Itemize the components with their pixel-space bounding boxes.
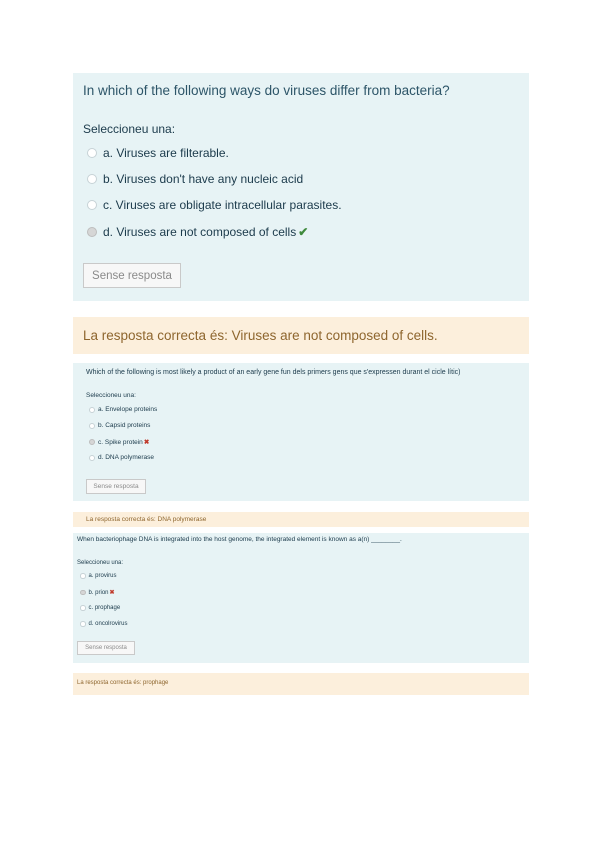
option-label: b. Viruses don't have any nucleic acid — [103, 172, 304, 186]
feedback-box-3 — [73, 673, 529, 695]
option-label: d. oncolrovirus — [88, 621, 128, 627]
option-d[interactable] — [80, 621, 128, 627]
option-label: c. Spike protein — [98, 438, 143, 446]
radio-button-selected[interactable] — [80, 590, 86, 596]
option-b[interactable] — [89, 422, 150, 429]
correct-answer-text: La resposta correcta és: DNA polymerase — [86, 516, 207, 523]
no-answer-button[interactable]: Sense resposta — [83, 263, 181, 288]
no-answer-button[interactable]: Sense resposta — [77, 641, 135, 655]
cross-icon: ✖ — [109, 590, 115, 596]
option-label: c. Viruses are obligate intracellular parasites. — [103, 198, 342, 212]
radio-button[interactable] — [80, 605, 86, 611]
option-a[interactable] — [89, 406, 157, 413]
radio-button[interactable] — [80, 573, 86, 579]
option-label: b. prion — [88, 589, 109, 596]
radio-button[interactable] — [87, 148, 97, 158]
option-label: b. Capsid proteins — [98, 422, 151, 429]
radio-button[interactable] — [89, 455, 95, 461]
radio-button[interactable] — [80, 621, 86, 627]
radio-button[interactable] — [89, 407, 95, 413]
question-card-3 — [73, 533, 529, 663]
feedback-box-2 — [73, 512, 529, 527]
option-label: d. DNA polymerase — [98, 454, 154, 461]
option-label: a. provirus — [88, 573, 117, 579]
question-text: When bacteriophage DNA is integrated into the host genome, the integrated element is known as a(n) ________. — [77, 536, 402, 543]
radio-button[interactable] — [87, 174, 97, 184]
correct-answer-text: La resposta correcta és: prophage — [77, 680, 169, 686]
option-label: a. Viruses are filterable. — [103, 146, 229, 160]
option-b[interactable] — [80, 589, 115, 596]
option-a[interactable] — [87, 146, 229, 160]
select-one-prompt: Seleccioneu una: — [83, 122, 176, 136]
cross-icon: ✖ — [143, 439, 150, 446]
option-label: a. Envelope proteins — [98, 406, 158, 413]
option-c[interactable] — [80, 605, 120, 611]
option-c[interactable] — [89, 438, 149, 446]
option-a[interactable] — [80, 573, 117, 579]
option-d[interactable] — [89, 454, 154, 461]
radio-button[interactable] — [89, 423, 95, 429]
select-one-prompt: Seleccioneu una: — [86, 392, 136, 399]
question-card-1 — [73, 73, 529, 301]
radio-button[interactable] — [87, 200, 97, 210]
option-label: c. prophage — [88, 605, 121, 611]
radio-button-selected[interactable] — [87, 227, 97, 237]
feedback-box-1 — [73, 317, 529, 354]
no-answer-button[interactable]: Sense resposta — [86, 479, 146, 494]
option-d[interactable] — [87, 225, 308, 239]
question-card-2 — [73, 363, 529, 501]
option-b[interactable] — [87, 172, 303, 186]
correct-answer-text: La resposta correcta és: Viruses are not composed of cells. — [83, 328, 438, 343]
option-c[interactable] — [87, 198, 342, 212]
question-text: In which of the following ways do viruses differ from bacteria? — [83, 83, 450, 98]
radio-button-selected[interactable] — [89, 439, 95, 445]
question-text: Which of the following is most likely a product of an early gene fun dels primers gens que s'expressen durant el cicle lític) — [86, 369, 461, 376]
option-label: d. Viruses are not composed of cells — [103, 225, 297, 239]
check-icon: ✔ — [298, 225, 309, 239]
select-one-prompt: Seleccioneu una: — [77, 560, 124, 566]
